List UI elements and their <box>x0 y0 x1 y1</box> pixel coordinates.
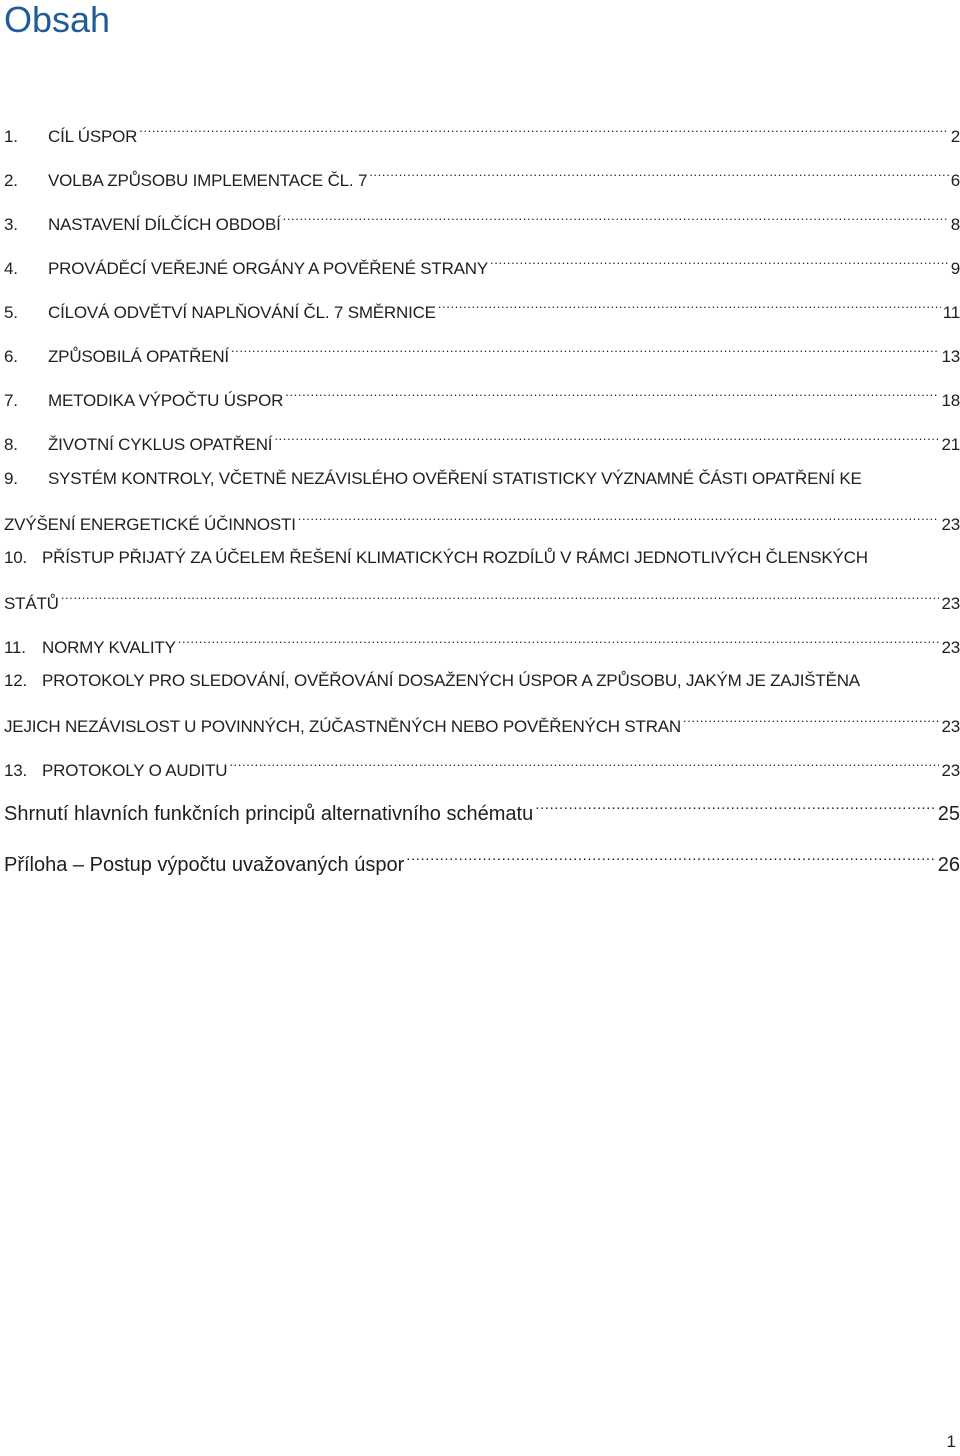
toc-entry-label-line2: STÁTŮ <box>4 594 59 613</box>
toc-entry-label-line2: ZVÝŠENÍ ENERGETICKÉ ÚČINNOSTI <box>4 515 296 534</box>
toc-entry-12[interactable] <box>4 664 960 736</box>
toc-leader-dots <box>283 196 949 230</box>
page-number: 1 <box>946 1432 956 1451</box>
toc-leader-dots <box>139 108 949 142</box>
toc-entry-7[interactable] <box>4 372 960 410</box>
toc-entry-13[interactable] <box>4 742 960 780</box>
toc-leader-dots <box>490 240 949 274</box>
toc-entry-number: 8. <box>4 435 18 454</box>
toc-leader-dots <box>231 328 940 362</box>
toc-entry-number: 9. <box>4 469 18 488</box>
toc-entry-number: 13. <box>4 761 28 780</box>
toc-entry-page: 23 <box>941 594 960 613</box>
toc-entry-page: 25 <box>937 803 960 825</box>
toc-summary-entry[interactable] <box>4 786 960 825</box>
toc-entry-label: PROTOKOLY O AUDITU <box>42 761 228 780</box>
toc-entry-label-line2: JEJICH NEZÁVISLOST U POVINNÝCH, ZÚČASTNĚNÝCH NEBO POVĚŘENÝCH STRAN <box>4 717 681 736</box>
toc-entry-label: METODIKA VÝPOČTU ÚSPOR <box>48 391 284 410</box>
toc-entry-label: CÍLOVÁ ODVĚTVÍ NAPLŇOVÁNÍ ČL. 7 SMĚRNICE <box>48 303 436 322</box>
toc-leader-dots <box>535 786 936 820</box>
toc-entry-8[interactable] <box>4 416 960 454</box>
toc-entry-label: Příloha – Postup výpočtu uvažovaných úspor <box>4 854 405 876</box>
toc-entry-page: 9 <box>950 259 960 278</box>
toc-leader-dots <box>438 284 941 318</box>
toc-entry-label-line1: PŘÍSTUP PŘIJATÝ ZA ÚČELEM ŘEŠENÍ KLIMATICKÝCH ROZDÍLŮ V RÁMCI JEDNOTLIVÝCH ČLENSKÝCH <box>42 548 868 567</box>
toc-entry-10[interactable] <box>4 541 960 613</box>
toc-entry-4[interactable] <box>4 240 960 278</box>
toc-leader-dots <box>369 152 949 186</box>
toc-leader-dots <box>285 372 939 406</box>
toc-entry-label: PROVÁDĚCÍ VEŘEJNÉ ORGÁNY A POVĚŘENÉ STRANY <box>48 259 489 278</box>
toc-entry-label: ŽIVOTNÍ CYKLUS OPATŘENÍ <box>48 435 273 454</box>
toc-entry-9[interactable] <box>4 462 960 534</box>
toc-entry-label: CÍL ÚSPOR <box>48 127 138 146</box>
toc-entry-number: 10. <box>4 548 28 567</box>
toc-appendix-entry[interactable] <box>4 837 960 876</box>
page-title: Obsah <box>4 0 111 40</box>
toc-entry-label: NORMY KVALITY <box>42 638 176 657</box>
toc-leader-dots <box>178 619 940 653</box>
toc-entry-label: ZPŮSOBILÁ OPATŘENÍ <box>48 347 229 366</box>
toc-entry-6[interactable] <box>4 328 960 366</box>
toc-entry-label: VOLBA ZPŮSOBU IMPLEMENTACE ČL. 7 <box>48 171 368 190</box>
toc-entry-2[interactable] <box>4 152 960 190</box>
toc-leader-dots <box>683 698 939 732</box>
toc-entry-page: 23 <box>941 761 960 780</box>
toc-entry-1[interactable] <box>4 108 960 146</box>
toc-entry-label: NASTAVENÍ DÍLČÍCH OBDOBÍ <box>48 215 281 234</box>
toc-entry-page: 23 <box>941 515 960 534</box>
toc-leader-dots <box>61 575 940 609</box>
toc-entry-number: 6. <box>4 347 18 366</box>
toc-entry-page: 23 <box>941 717 960 736</box>
toc-entry-number: 5. <box>4 303 18 322</box>
toc-leader-dots <box>298 496 940 530</box>
toc-entry-number: 1. <box>4 127 18 146</box>
toc-entry-label: Shrnutí hlavních funkčních principů alternativního schématu <box>4 803 534 825</box>
toc-entry-number: 12. <box>4 671 28 690</box>
toc-entry-number: 3. <box>4 215 18 234</box>
toc-entry-3[interactable] <box>4 196 960 234</box>
toc-entry-11[interactable] <box>4 619 960 657</box>
toc-entry-number: 7. <box>4 391 18 410</box>
toc-entry-page: 18 <box>941 391 960 410</box>
toc-entry-number: 4. <box>4 259 18 278</box>
toc-entry-page: 26 <box>937 854 960 876</box>
toc-entry-page: 13 <box>941 347 960 366</box>
toc-entry-page: 23 <box>941 638 960 657</box>
toc-entry-number: 2. <box>4 171 18 190</box>
toc-entry-page: 2 <box>950 127 960 146</box>
toc-entry-label-line1: SYSTÉM KONTROLY, VČETNĚ NEZÁVISLÉHO OVĚŘENÍ STATISTICKY VÝZNAMNÉ ČÁSTI OPATŘENÍ KE <box>48 469 862 488</box>
toc-entry-page: 6 <box>950 171 960 190</box>
toc-entry-number: 11. <box>4 638 26 657</box>
toc-entry-label-line1: PROTOKOLY PRO SLEDOVÁNÍ, OVĚŘOVÁNÍ DOSAŽENÝCH ÚSPOR A ZPŮSOBU, JAKÝM JE ZAJIŠTĚNA <box>42 671 860 690</box>
toc-leader-dots <box>274 416 939 450</box>
toc-entry-page: 8 <box>950 215 960 234</box>
toc-entry-page: 21 <box>941 435 960 454</box>
toc-leader-dots <box>229 742 939 776</box>
toc-entry-page: 11 <box>942 303 960 322</box>
toc-entry-5[interactable] <box>4 284 960 322</box>
toc-leader-dots <box>406 837 936 871</box>
